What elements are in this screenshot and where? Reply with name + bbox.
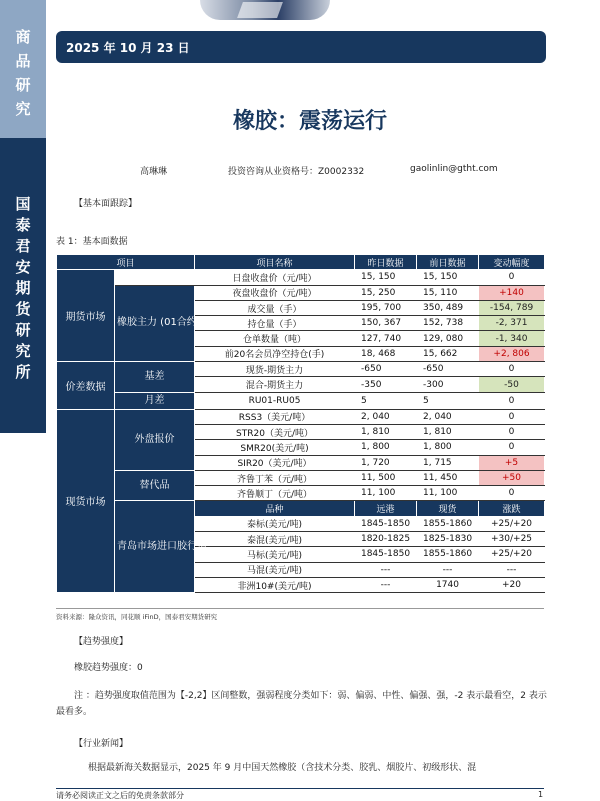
row-change-value: -1, 340 <box>479 331 545 346</box>
qingdao-header-cell: 现货 <box>417 501 479 516</box>
row-port-price: 1845-1850 <box>355 516 417 531</box>
row-change-value: 0 <box>479 392 545 409</box>
row-item-name: 齐鲁顺丁（元/吨） <box>195 486 355 501</box>
table-caption: 表 1：基本面数据 <box>56 237 128 247</box>
header-prev2-day: 前日数据 <box>417 255 479 270</box>
row-item-name: 混合-期货主力 <box>195 377 355 392</box>
row-item-name: 日盘收盘价（元/吨） <box>195 270 355 285</box>
row-prev-value: 15, 250 <box>355 285 417 300</box>
sidebar-bottom-band <box>0 138 46 433</box>
category-spot-market: 现货市场 <box>57 409 115 593</box>
table-row <box>57 409 545 424</box>
row-change-value: 0 <box>479 270 545 285</box>
row-change-value: 0 <box>479 486 545 501</box>
row-item-name: 马混(美元/吨) <box>195 562 355 577</box>
row-item-name: RU01-RU05 <box>195 392 355 409</box>
news-text: 根据最新海关数据显示，2025 年 9 月中国天然橡胶（含技术分类、胶乳、烟胶片、初级形状、混 <box>88 763 477 773</box>
row-prev-value: 1, 810 <box>355 424 417 439</box>
row-prev-value: 150, 367 <box>355 316 417 331</box>
row-prev-value: 1, 800 <box>355 440 417 455</box>
logo-diamond-icon <box>237 2 283 18</box>
row-item-name: 夜盘收盘价（元/吨） <box>195 285 355 300</box>
report-date: 2025 年 10 月 23 日 <box>66 41 190 55</box>
row-prev2-value: 5 <box>417 392 479 409</box>
table-row <box>57 501 545 516</box>
footer-divider <box>56 788 544 789</box>
row-change-value: 0 <box>479 409 545 424</box>
row-prev2-value: 11, 100 <box>417 486 479 501</box>
row-item-name: SIR20（美元/吨） <box>195 455 355 470</box>
table-row <box>57 392 545 409</box>
table-row <box>57 470 545 485</box>
author-email[interactable]: gaolinlin@gtht.com <box>410 164 498 174</box>
table-row <box>57 285 545 300</box>
row-spot-price: 1825-1830 <box>417 532 479 547</box>
row-prev-value: 195, 700 <box>355 300 417 315</box>
row-prev-value: 11, 500 <box>355 470 417 485</box>
data-source: 资料来源：隆众资讯，同花顺 iFinD，国泰君安期货研究 <box>56 613 218 621</box>
row-prev2-value: -650 <box>417 362 479 377</box>
row-prev-value: 1, 720 <box>355 455 417 470</box>
header-prev-day: 昨日数据 <box>355 255 417 270</box>
row-prev-value: 15, 150 <box>355 270 417 285</box>
row-prev2-value: 350, 489 <box>417 300 479 315</box>
row-prev-value: -650 <box>355 362 417 377</box>
row-change-value: -50 <box>479 377 545 392</box>
row-item-name: 前20名会员净空持仓(手) <box>195 346 355 361</box>
category-futures-market: 期货市场 <box>57 270 115 362</box>
group-basis: 基差 <box>115 362 195 393</box>
row-prev2-value: 11, 450 <box>417 470 479 485</box>
row-change-value: +20 <box>479 577 545 592</box>
row-item-name: 泰混(美元/吨) <box>195 532 355 547</box>
row-prev-value: 18, 468 <box>355 346 417 361</box>
section-trend: 【趋势强度】 <box>74 637 129 647</box>
row-port-price: --- <box>355 577 417 592</box>
author-name: 高琳琳 <box>140 167 168 177</box>
empty-group-cell <box>115 270 195 285</box>
category-price-spread: 价差数据 <box>57 362 115 410</box>
row-change-value: +25/+20 <box>479 547 545 562</box>
header-item: 项目 <box>57 255 195 270</box>
row-item-name: 持仓量（手） <box>195 316 355 331</box>
author-cert: 投资咨询从业资格号：Z0002332 <box>228 167 365 177</box>
row-port-price: 1820-1825 <box>355 532 417 547</box>
row-item-name: 成交量（手） <box>195 300 355 315</box>
row-prev2-value: 152, 738 <box>417 316 479 331</box>
row-prev2-value: 1, 715 <box>417 455 479 470</box>
row-item-name: RSS3（美元/吨） <box>195 409 355 424</box>
group-overseas-quote: 外盘报价 <box>115 409 195 470</box>
row-item-name: 非洲10#(美元/吨) <box>195 577 355 592</box>
qingdao-header-cell: 品种 <box>195 501 355 516</box>
row-item-name: 齐鲁丁苯（元/吨） <box>195 470 355 485</box>
trend-strength-text: 橡胶趋势强度：0 <box>74 663 143 673</box>
group-qingdao-import: 青岛市场进口胶行情 <box>115 501 195 593</box>
row-prev-value: -350 <box>355 377 417 392</box>
source-divider <box>56 608 544 609</box>
row-prev2-value: 15, 110 <box>417 285 479 300</box>
header-change: 变动幅度 <box>479 255 545 270</box>
row-change-value: +5 <box>479 455 545 470</box>
row-change-value: +25/+20 <box>479 516 545 531</box>
row-item-name: 仓单数量（吨） <box>195 331 355 346</box>
footer-disclaimer: 请务必阅读正文之后的免责条款部分 <box>56 791 184 800</box>
row-change-value: 0 <box>479 440 545 455</box>
row-port-price: 1845-1850 <box>355 547 417 562</box>
row-prev2-value: 1, 810 <box>417 424 479 439</box>
row-change-value: +140 <box>479 285 545 300</box>
row-item-name: STR20（美元/吨） <box>195 424 355 439</box>
row-prev2-value: 1, 800 <box>417 440 479 455</box>
table-row <box>57 362 545 377</box>
row-spot-price: 1855-1860 <box>417 547 479 562</box>
row-change-value: --- <box>479 562 545 577</box>
trend-note: 注 ：趋势强度取值范围为【-2,2】区间整数，强弱程度分类如下：弱、偏弱、中性、偏强、强，-2 表示最看空，2 表示最看多。 <box>56 691 547 717</box>
row-change-value: +50 <box>479 470 545 485</box>
fundamentals-table <box>56 254 545 593</box>
group-substitute: 替代品 <box>115 470 195 501</box>
row-change-value: +2, 806 <box>479 346 545 361</box>
group-month-spread: 月差 <box>115 392 195 409</box>
row-change-value: 0 <box>479 362 545 377</box>
row-prev2-value: 129, 080 <box>417 331 479 346</box>
row-item-name: 现货-期货主力 <box>195 362 355 377</box>
row-port-price: --- <box>355 562 417 577</box>
sidebar-category-label: 商品研究 <box>15 28 31 118</box>
qingdao-header-cell: 涨跌 <box>479 501 545 516</box>
row-change-value: +30/+25 <box>479 532 545 547</box>
qingdao-header-cell: 远港 <box>355 501 417 516</box>
row-item-name: 马标(美元/吨) <box>195 547 355 562</box>
row-item-name: 泰标(美元/吨) <box>195 516 355 531</box>
section-fundamentals: 【基本面跟踪】 <box>74 199 138 209</box>
row-prev2-value: -300 <box>417 377 479 392</box>
row-prev-value: 2, 040 <box>355 409 417 424</box>
page-number: 1 <box>538 790 544 799</box>
row-prev-value: 11, 100 <box>355 486 417 501</box>
row-change-value: -154, 789 <box>479 300 545 315</box>
header-item-name: 项目名称 <box>195 255 355 270</box>
row-item-name: SMR20(美元/吨) <box>195 440 355 455</box>
row-prev-value: 5 <box>355 392 417 409</box>
row-prev-value: 127, 740 <box>355 331 417 346</box>
row-change-value: -2, 371 <box>479 316 545 331</box>
row-prev2-value: 15, 150 <box>417 270 479 285</box>
sidebar-institute-label: 国泰君安期货研究所 <box>15 195 31 381</box>
row-prev2-value: 2, 040 <box>417 409 479 424</box>
row-change-value: 0 <box>479 424 545 439</box>
row-spot-price: --- <box>417 562 479 577</box>
table-body <box>57 270 545 593</box>
row-prev2-value: 15, 662 <box>417 346 479 361</box>
report-title: 橡胶：震荡运行 <box>232 108 387 134</box>
table-header-row <box>57 255 545 270</box>
row-spot-price: 1740 <box>417 577 479 592</box>
section-news: 【行业新闻】 <box>74 739 129 749</box>
row-spot-price: 1855-1860 <box>417 516 479 531</box>
table-row <box>57 270 545 285</box>
group-rubber-main: 橡胶主力 (01合约) <box>115 285 195 361</box>
date-banner <box>56 31 546 63</box>
